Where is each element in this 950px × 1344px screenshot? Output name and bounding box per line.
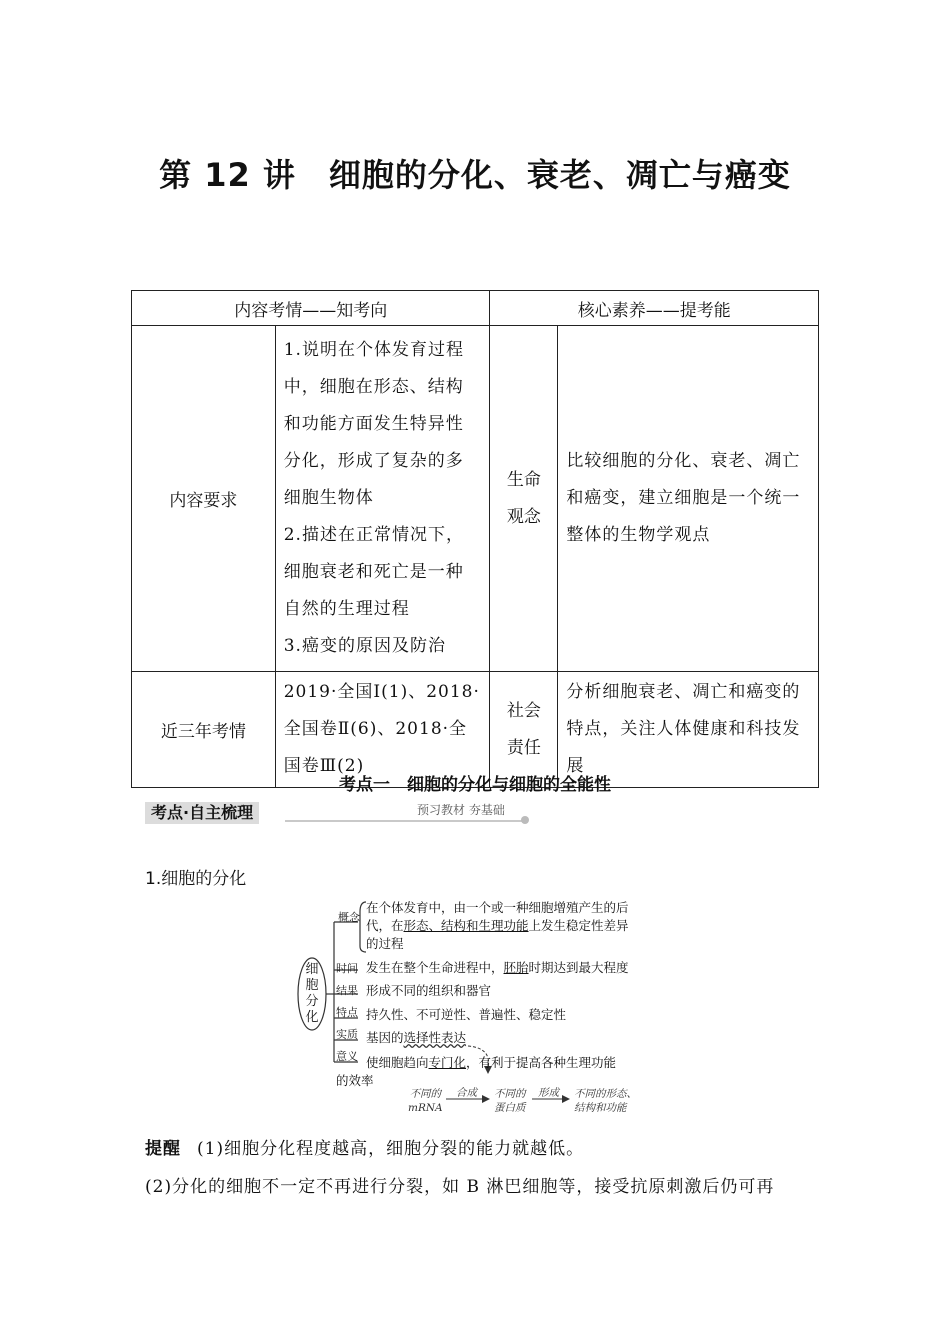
label-meaning: 意义 <box>336 1050 358 1063</box>
meaning-text: 使细胞趋向专门化，有利于提高各种生理功能 <box>366 1055 617 1070</box>
overview-table <box>131 290 819 788</box>
header-right: 核心素养——提考能 <box>490 291 819 326</box>
differentiation-diagram <box>296 894 666 1120</box>
label-time: 时间 <box>336 962 358 975</box>
exams-content: 2019·全国Ⅰ(1)、2018·全国卷Ⅱ(6)、2018·全国卷Ⅲ(2) <box>275 672 490 788</box>
tip-2: (2)分化的细胞不一定不再进行分裂，如 B 淋巴细胞等，接受抗原刺激后仍可再 <box>145 1177 775 1197</box>
flow-edge-form: 形成 <box>538 1087 559 1099</box>
result-text: 形成不同的组织和器官 <box>366 983 492 998</box>
banner-label: 考点·自主梳理 <box>145 802 259 824</box>
literacy-life-concept: 生命观念 <box>490 326 558 672</box>
label-result: 结果 <box>336 984 358 997</box>
table-row <box>132 326 819 672</box>
banner-dot-icon <box>521 816 529 824</box>
sub-heading: 1.细胞的分化 <box>145 869 247 889</box>
concept-line-1: 在个体发育中，由一个或一种细胞增殖产生的后 <box>366 900 629 915</box>
label-concept: 概念 <box>338 911 360 924</box>
banner-subtitle: 预习教材 夯基础 <box>413 801 509 818</box>
flow-node-protein: 不同的 蛋白质 <box>494 1088 526 1114</box>
concept-line-3: 的过程 <box>366 936 404 951</box>
concept-line-2: 代，在形态、结构和生理功能上发生稳定性差异 <box>366 918 629 933</box>
page-title: 第 12 讲 细胞的分化、衰老、凋亡与癌变 <box>159 156 791 194</box>
section-title: 考点一 细胞的分化与细胞的全能性 <box>339 775 611 795</box>
diagram-center: 细胞分化 <box>305 962 319 1025</box>
time-keyword: 胚胎 <box>503 960 529 975</box>
literacy-social-responsibility-desc: 分析细胞衰老、凋亡和癌变的特点，关注人体健康和科技发展 <box>558 672 819 788</box>
tip-label: 提醒 <box>145 1139 181 1159</box>
meaning-line-2: 的效率 <box>336 1073 374 1088</box>
feature-text: 持久性、不可逆性、普遍性、稳定性 <box>366 1007 567 1022</box>
banner-rule <box>285 820 523 822</box>
requirements-text: 1.说明在个体发育过程中，细胞在形态、结构和功能方面发生特异性分化，形成了复杂的多细胞生物体 2.描述在正常情况下，细胞衰老和死亡是一种自然的生理过程 3.癌变的原因及防治 <box>283 340 464 656</box>
requirements-content <box>275 326 490 672</box>
flow-edge-synthesis: 合成 <box>456 1087 477 1099</box>
essence-keyword: 选择性表达 <box>403 1030 467 1045</box>
time-text: 发生在整个生命进程中，胚胎时期达到最大程度 <box>366 960 629 975</box>
label-essence: 实质 <box>336 1028 358 1041</box>
flow-node-function: 不同的形态、 结构和功能 <box>574 1088 637 1114</box>
label-feature: 特点 <box>336 1006 358 1019</box>
tip-1: 提醒 (1)细胞分化程度越高，细胞分裂的能力就越低。 <box>145 1139 585 1159</box>
meaning-keyword: 专门化 <box>428 1055 467 1070</box>
concept-keyword: 形态、结构和生理功能 <box>403 918 529 933</box>
table-header-row <box>132 291 819 326</box>
literacy-social-responsibility: 社会责任 <box>490 672 558 788</box>
row-label-requirements: 内容要求 <box>132 326 276 672</box>
literacy-life-concept-desc: 比较细胞的分化、衰老、凋亡和癌变，建立细胞是一个统一整体的生物学观点 <box>558 326 819 672</box>
section-banner <box>145 800 535 828</box>
header-left: 内容考情——知考向 <box>132 291 490 326</box>
row-label-exams: 近三年考情 <box>132 672 276 788</box>
essence-text: 基因的选择性表达 <box>366 1030 467 1045</box>
flow-node-mrna: 不同的 mRNA <box>408 1088 443 1114</box>
